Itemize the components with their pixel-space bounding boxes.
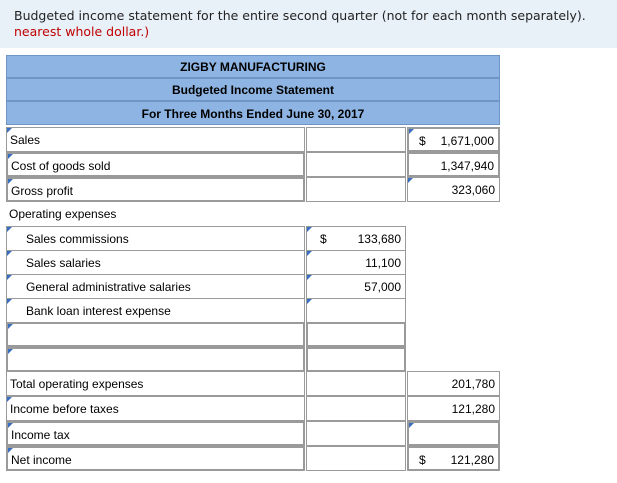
cogs-mid-cell[interactable] xyxy=(306,152,406,177)
dropdown-flag-icon xyxy=(8,324,13,329)
dropdown-flag-icon xyxy=(307,299,312,304)
sales-amount: 1,671,000 xyxy=(440,134,494,148)
row-sales-commissions xyxy=(6,226,500,251)
salaries-label: Sales salaries xyxy=(26,256,101,270)
instruction-text: Budgeted income statement for the entire second quarter (not for each month separately). xyxy=(14,8,586,23)
row-operating-expenses xyxy=(6,202,500,227)
bank-loan-label: Bank loan interest expense xyxy=(26,304,171,318)
income-tax-label: Income tax xyxy=(11,428,70,442)
dropdown-flag-icon xyxy=(409,423,414,428)
cogs-amount-cell[interactable] xyxy=(407,152,500,177)
sales-amount-cell[interactable] xyxy=(407,127,500,152)
commissions-label-cell[interactable] xyxy=(6,226,305,251)
total-opex-mid-cell[interactable] xyxy=(306,371,406,396)
before-tax-mid-cell[interactable] xyxy=(306,396,406,421)
gross-profit-amount-cell[interactable] xyxy=(407,177,500,202)
row-general-admin xyxy=(6,274,500,299)
before-tax-label: Income before taxes xyxy=(10,402,119,416)
row-net-income xyxy=(6,446,500,471)
gen-admin-label: General administrative salaries xyxy=(26,280,191,294)
statement-period: For Three Months Ended June 30, 2017 xyxy=(6,101,500,125)
commissions-amount: 133,680 xyxy=(357,232,401,246)
gen-admin-amount-cell[interactable] xyxy=(306,274,406,299)
company-name: ZIGBY MANUFACTURING xyxy=(6,55,500,78)
dollar-sign: $ xyxy=(320,232,327,246)
cogs-amount: 1,347,940 xyxy=(440,159,494,173)
before-tax-amount: 121,280 xyxy=(451,402,495,416)
total-opex-label-cell[interactable] xyxy=(6,371,305,396)
blank2-label-cell[interactable] xyxy=(6,347,305,372)
net-income-amount: 121,280 xyxy=(450,453,494,467)
dropdown-flag-icon xyxy=(7,299,12,304)
dollar-sign: $ xyxy=(419,453,426,467)
dropdown-flag-icon xyxy=(307,227,312,232)
income-tax-mid-cell[interactable] xyxy=(306,421,406,446)
statement-title: Budgeted Income Statement xyxy=(6,78,500,101)
bank-loan-label-cell[interactable] xyxy=(6,298,305,323)
total-opex-amount-cell[interactable] xyxy=(407,371,500,396)
blank1-label-cell[interactable] xyxy=(6,322,305,347)
gross-profit-label: Gross profit xyxy=(11,184,74,198)
income-tax-label-cell[interactable] xyxy=(6,421,305,446)
before-tax-amount-cell[interactable] xyxy=(407,396,500,421)
row-sales-salaries xyxy=(6,250,500,275)
gross-profit-label-cell[interactable] xyxy=(6,177,305,202)
gen-admin-label-cell[interactable] xyxy=(6,274,305,299)
sales-label: Sales xyxy=(10,133,41,147)
cogs-label-cell[interactable] xyxy=(6,152,305,177)
sales-label-cell[interactable] xyxy=(6,127,305,152)
gross-profit-mid-cell[interactable] xyxy=(306,177,406,202)
row-income-before-taxes xyxy=(6,396,500,421)
row-bank-loan-interest xyxy=(6,298,500,323)
salaries-label-cell[interactable] xyxy=(6,250,305,275)
row-blank-1 xyxy=(6,322,500,347)
dropdown-flag-icon xyxy=(409,129,414,134)
salaries-amount-cell[interactable] xyxy=(306,250,406,275)
dollar-sign: $ xyxy=(419,134,426,148)
row-total-operating-expenses xyxy=(6,371,500,396)
gen-admin-amount: 57,000 xyxy=(364,280,401,294)
opex-label: Operating expenses xyxy=(9,207,117,221)
commissions-label: Sales commissions xyxy=(26,232,129,246)
net-income-label: Net income xyxy=(11,453,72,467)
dropdown-flag-icon xyxy=(7,251,12,256)
dropdown-flag-icon xyxy=(8,349,13,354)
dropdown-flag-icon xyxy=(307,251,312,256)
cogs-label: Cost of goods sold xyxy=(11,159,111,173)
net-income-mid-cell[interactable] xyxy=(306,446,406,471)
commissions-amount-cell[interactable] xyxy=(306,226,406,251)
before-tax-label-cell[interactable] xyxy=(6,396,305,421)
row-blank-2 xyxy=(6,347,500,372)
net-income-amount-cell[interactable] xyxy=(407,446,500,471)
sales-mid-cell[interactable] xyxy=(306,127,406,152)
income-statement-table xyxy=(6,55,500,473)
salaries-amount: 11,100 xyxy=(365,256,401,270)
opex-label-cell xyxy=(6,202,305,227)
total-opex-label: Total operating expenses xyxy=(10,377,144,391)
row-sales xyxy=(6,127,500,152)
net-income-label-cell[interactable] xyxy=(6,446,305,471)
dropdown-flag-icon xyxy=(408,178,413,183)
total-opex-amount: 201,780 xyxy=(451,377,495,391)
bank-loan-amount-cell[interactable] xyxy=(306,298,406,323)
row-cogs xyxy=(6,152,500,177)
blank1-amount-cell[interactable] xyxy=(306,322,406,347)
instruction-note: nearest whole dollar.) xyxy=(14,24,150,39)
dropdown-flag-icon xyxy=(7,275,12,280)
row-income-tax xyxy=(6,421,500,446)
blank2-amount-cell[interactable] xyxy=(306,347,406,372)
dropdown-flag-icon xyxy=(307,275,312,280)
gross-profit-amount: 323,060 xyxy=(451,183,495,197)
income-tax-amount-cell[interactable] xyxy=(407,421,500,446)
row-gross-profit xyxy=(6,177,500,202)
dropdown-flag-icon xyxy=(7,227,12,232)
instructions-banner xyxy=(0,0,617,48)
